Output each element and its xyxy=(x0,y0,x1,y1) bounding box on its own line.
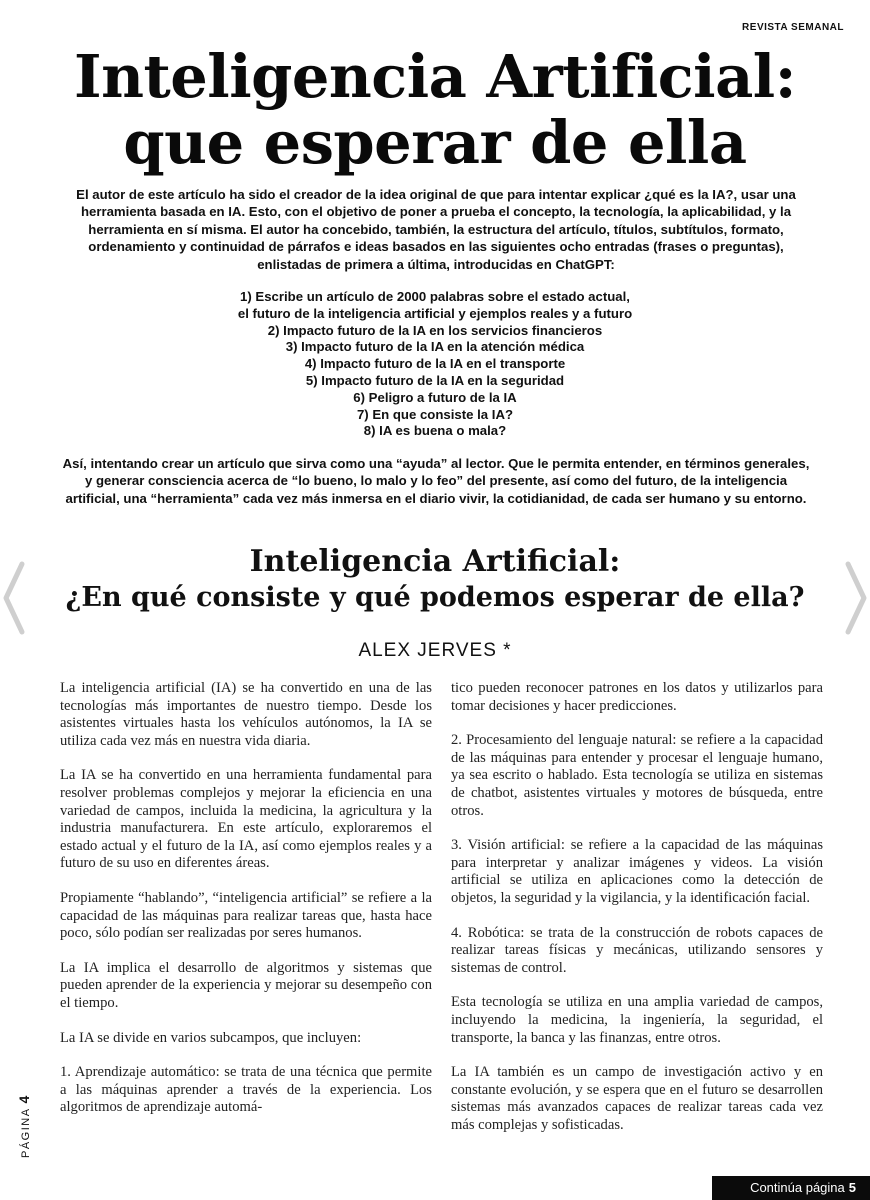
article-paragraph: 2. Procesamiento del lenguaje natural: se refiere a la capacidad de las máquinas para entender y procesar el lenguaje humano, ya sea escrito o hablado. Esta tecnología se utiliza en sistemas de chatbot, asistentes virtuales y motores de búsqueda, entre otros. xyxy=(451,732,823,819)
outro-paragraph: Así, intentando crear un artículo que sirva como una “ayuda” al lector. Que le permita entender, en términos generales, y generar consciencia acerca de “lo bueno, lo malo y lo feo” del presente, así como del futuro, de la inteligencia artificial, una “herramienta” cada vez más inmersa en el diario vivir, la cotidianidad, de cada ser humano y su entorno. xyxy=(62,456,810,506)
article-paragraph: 4. Robótica: se trata de la construcción de robots capaces de realizar tareas físicas y mecánicas, utilizando sensores y sistemas de control. xyxy=(451,924,823,976)
article-author: ALEX JERVES * xyxy=(358,640,512,661)
page-title-line-2: que esperar de ella xyxy=(123,108,747,177)
article-column-right xyxy=(451,680,823,1151)
article-paragraph: Esta tecnología se utiliza en una amplia variedad de campos, incluyendo la medicina, la ingeniería, la seguridad, el transporte, la banca y las finanzas, entre otros. xyxy=(451,994,823,1046)
page-number-label xyxy=(16,1096,32,1158)
prompt-item: 3) Impacto futuro de la IA en la atención médica xyxy=(285,339,585,355)
article-paragraph: 3. Visión artificial: se refiere a la capacidad de las máquinas para interpretar y analizar imágenes y videos. La visión artificial se utiliza en aplicaciones como la detección de objetos, la seguridad y la vigilancia, y la identificación facial. xyxy=(451,837,823,906)
prompt-item: el futuro de la inteligencia artificial y ejemplos reales y a futuro xyxy=(237,305,633,321)
prompt-item: 2) Impacto futuro de la IA en los servicios financieros xyxy=(267,322,603,338)
article-paragraph: La IA también es un campo de investigación activo y en constante evolución, y se espera que en el futuro se desarrollen sistemas más avanzados capaces de realizar tareas cada vez más complejas y sofisticadas. xyxy=(451,1064,823,1133)
article-paragraph: 1. Aprendizaje automático: se trata de una técnica que permite a las máquinas aprender a través de la experiencia. Los algoritmos de aprendizaje automá- xyxy=(60,1064,432,1116)
prompt-item: 7) En que consiste la IA? xyxy=(356,406,514,422)
article-paragraph: La IA se ha convertido en una herramienta fundamental para resolver problemas complejos y mejorar la eficiencia en una variedad de campos, incluida la medicina, la agricultura y la industria manufacturera. En este artículo, exploraremos el estado actual y el futuro de la IA, así como ejemplos reales y a futuro de su uso en diferentes áreas. xyxy=(60,767,432,872)
continue-banner xyxy=(712,1176,870,1200)
article-paragraph: tico pueden reconocer patrones en los datos y utilizarlos para tomar decisiones y hacer predicciones. xyxy=(451,680,823,714)
chevron-left-icon[interactable] xyxy=(0,558,30,638)
continue-page-number: 5 xyxy=(848,1180,856,1195)
prompt-item: 5) Impacto futuro de la IA en la seguridad xyxy=(305,372,565,388)
article-title xyxy=(40,544,830,616)
page-number: 4 xyxy=(16,1095,32,1104)
prompt-item: 6) Peligro a futuro de la IA xyxy=(353,389,517,405)
prompt-item: 1) Escribe un artículo de 2000 palabras sobre el estado actual, xyxy=(240,289,630,304)
article-column-left xyxy=(60,680,432,1134)
article-title-line-1: Inteligencia Artificial: xyxy=(249,544,621,579)
article-title-line-2: ¿En qué consiste y qué podemos esperar de ella? xyxy=(65,582,805,613)
intro-paragraph: El autor de este artículo ha sido el creador de la idea original de que para intentar explicar ¿qué es la IA?, usar una herramienta basada en IA. Esto, con el objetivo de poner a prueba el concepto, la tecnología, la aplicabilidad, y la herramienta en sí misma. El autor ha concebido, también, la estructura del artículo, títulos, subtítulos, formato, ordenamiento y continuidad de párrafos e ideas basados en las siguientes ocho entradas (frases o preguntas), enlistadas de primera a última, introducidas en ChatGPT: xyxy=(76,187,796,272)
magazine-tag: REVISTA SEMANAL xyxy=(742,22,844,33)
page-title xyxy=(20,44,850,176)
article-paragraph: La IA se divide en varios subcampos, que incluyen: xyxy=(60,1029,362,1046)
prompt-item: 4) Impacto futuro de la IA en el transporte xyxy=(304,356,566,372)
continue-text: Continúa página xyxy=(750,1180,845,1195)
prompt-list xyxy=(200,289,670,440)
article-paragraph: La IA implica el desarrollo de algoritmos y sistemas que pueden aprender de la experiencia y mejorar su desempeño con el tiempo. xyxy=(60,959,432,1011)
chevron-right-icon[interactable] xyxy=(840,558,870,638)
page-word: PÁGINA xyxy=(20,1108,32,1158)
article-paragraph: Propiamente “hablando”, “inteligencia artificial” se refiere a la capacidad de las máquinas para realizar tareas que, hasta hace poco, sólo podían ser realizadas por seres humanos. xyxy=(60,889,432,942)
article-paragraph: La inteligencia artificial (IA) se ha convertido en una de las tecnologías más importantes de nuestro tiempo. Desde los asistentes virtuales hasta los vehículos autónomos, la IA se utiliza cada vez más en nuestra vida diaria. xyxy=(60,680,432,749)
page-title-line-1: Inteligencia Artificial: xyxy=(74,42,796,111)
prompt-item: 8) IA es buena o mala? xyxy=(363,423,507,439)
